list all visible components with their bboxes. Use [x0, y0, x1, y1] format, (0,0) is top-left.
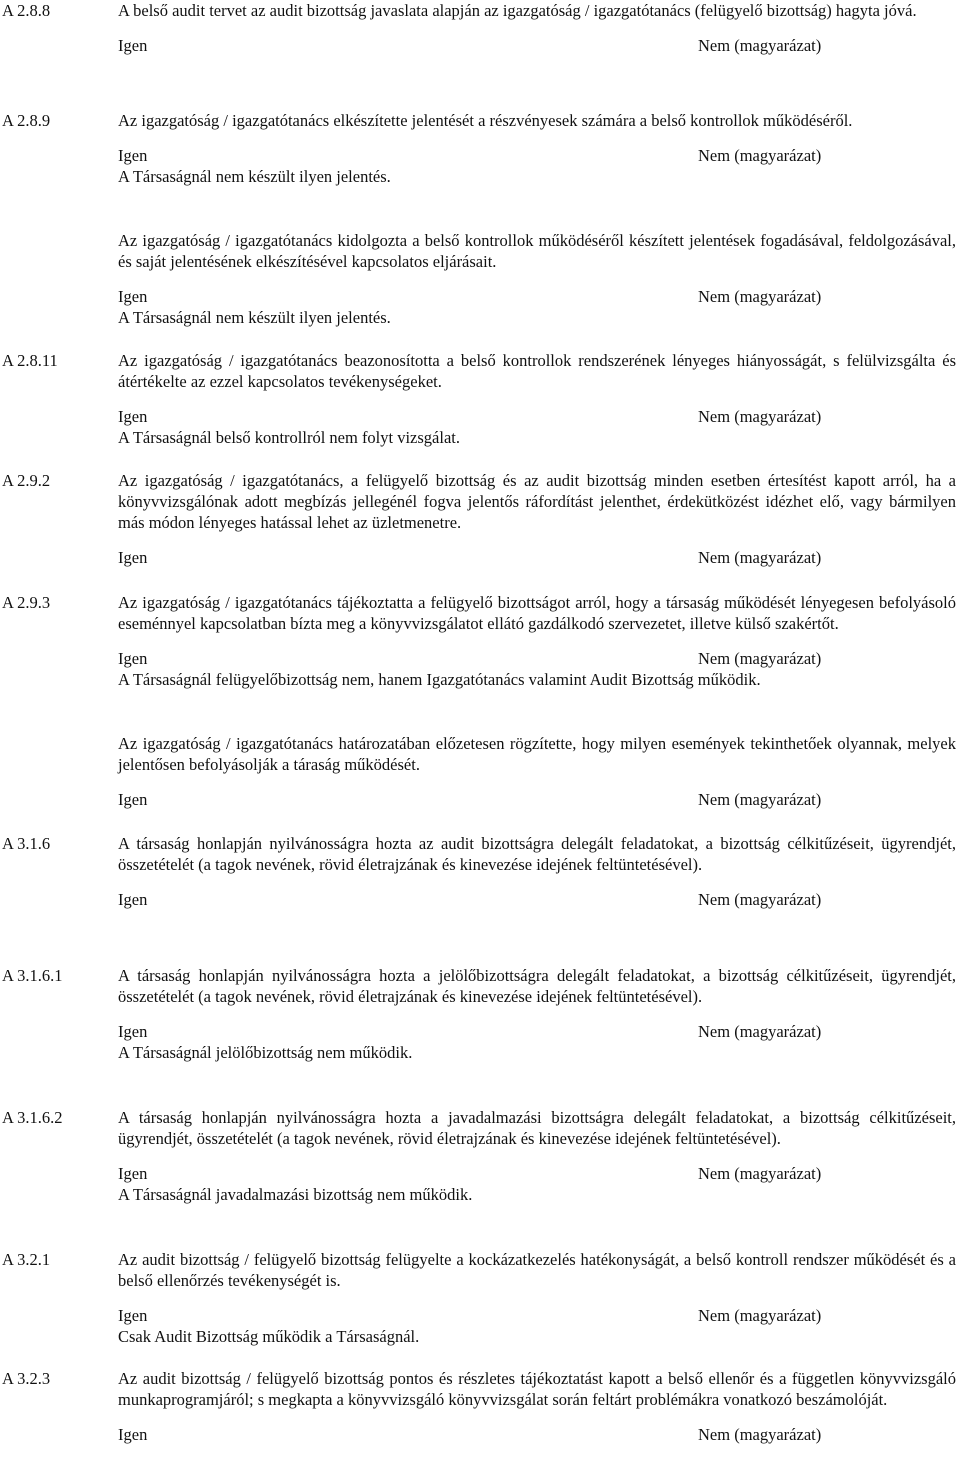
item-code: A 3.1.6.1 — [2, 966, 63, 985]
answer-yes: Igen — [118, 146, 148, 165]
answer-row — [118, 547, 956, 568]
answer-no: Nem (magyarázat) — [698, 890, 822, 909]
item-text: Az igazgatóság / igazgatótanács tájékoztatta a felügyelő bizottságot arról, hogy a társaság működését lényegesen befolyásoló eseménnyel kapcsolatban bízta meg a könyvvizsgálatot ellátó gazdálkodó szervezetet, illetve külső szakértőt. — [118, 593, 956, 633]
answer-yes: Igen — [118, 1164, 148, 1183]
item-code: A 2.8.11 — [2, 351, 58, 370]
item-note: A Társaságnál nem készült ilyen jelentés. — [118, 308, 391, 327]
answer-row — [118, 1163, 956, 1184]
item-text: Az igazgatóság / igazgatótanács kidolgozta a belső kontrollok működéséről készített jelentések fogadásával, feldolgozásával, és saját jelentésének elkészítésével kapcsolatos eljárásait. — [118, 231, 956, 271]
answer-yes: Igen — [118, 407, 148, 426]
item-code: A 3.1.6 — [2, 834, 51, 853]
answer-row — [118, 648, 956, 669]
item-code: A 2.9.3 — [2, 593, 51, 612]
answer-no: Nem (magyarázat) — [698, 287, 822, 306]
item-text: Az audit bizottság / felügyelő bizottság pontos és részletes tájékoztatást kapott a belső ellenőr és a független könyvvizsgáló munkaprogramjáról; s megkapta a könyvvizsgáló könyvvizsgálat során feltárt problémákra vonatkozó beszámolóját. — [118, 1369, 956, 1409]
item-note: A Társaságnál belső kontrollról nem folyt vizsgálat. — [118, 428, 460, 447]
item-text: A társaság honlapján nyilvánosságra hozta a jelölőbizottságra delegált feladatokat, a bizottság célkitűzéseit, ügyrendjét, összetételét (a tagok nevének, rövid életrajzának és kinevezése idejének feltüntetésével). — [118, 966, 956, 1006]
item-a-2-8-8 — [0, 0, 960, 56]
answer-yes: Igen — [118, 890, 148, 909]
item-code: A 3.1.6.2 — [2, 1108, 63, 1127]
item-text: A belső audit tervet az audit bizottság javaslata alapján az igazgatóság / igazgatótanács (felügyelő bizottság) hagyta jóvá. — [118, 1, 917, 20]
item-text: Az igazgatóság / igazgatótanács, a felügyelő bizottság és az audit bizottság minden esetben értesítést kapott arról, ha a könyvvizsgálónak adott megbízás jellegénél fogva jelentős ráfordítást jelenthet, érdekütközést idézhet elő, vagy bármilyen más módon lényeges hatással lehet az üzletmenetre. — [118, 471, 956, 532]
item-a-3-2-3 — [0, 1368, 960, 1445]
item-a-3-2-1 — [0, 1249, 960, 1347]
item-a-2-9-2 — [0, 470, 960, 568]
answer-no: Nem (magyarázat) — [698, 1306, 822, 1325]
item-a-3-1-6-2 — [0, 1107, 960, 1205]
item-code: A 3.2.1 — [2, 1250, 51, 1269]
item-code: A 2.9.2 — [2, 471, 51, 490]
item-text: Az igazgatóság / igazgatótanács elkészítette jelentését a részvényesek számára a belső kontrollok működéséről. — [118, 111, 853, 130]
item-code: A 3.2.3 — [2, 1369, 51, 1388]
item-note: Csak Audit Bizottság működik a Társaságnál. — [118, 1327, 420, 1346]
answer-no: Nem (magyarázat) — [698, 407, 822, 426]
answer-row — [118, 789, 956, 810]
answer-row — [118, 1424, 956, 1445]
answer-yes: Igen — [118, 790, 148, 809]
answer-no: Nem (magyarázat) — [698, 548, 822, 567]
answer-yes: Igen — [118, 548, 148, 567]
answer-row — [118, 35, 956, 56]
item-a-2-8-9 — [0, 110, 960, 187]
item-note: A Társaságnál jelölőbizottság nem működik. — [118, 1043, 413, 1062]
answer-row — [118, 889, 956, 910]
item-unnumbered-1 — [0, 230, 960, 328]
answer-no: Nem (magyarázat) — [698, 1022, 822, 1041]
answer-yes: Igen — [118, 1022, 148, 1041]
item-a-3-1-6 — [0, 833, 960, 910]
answer-row — [118, 406, 956, 427]
item-text: Az igazgatóság / igazgatótanács határozatában előzetesen rögzítette, hogy milyen események tekinthetőek olyannak, melyek jelentősen befolyásolják a táraság működését. — [118, 734, 956, 774]
answer-no: Nem (magyarázat) — [698, 790, 822, 809]
answer-no: Nem (magyarázat) — [698, 36, 822, 55]
item-code: A 2.8.8 — [2, 1, 51, 20]
item-note: A Társaságnál felügyelőbizottság nem, hanem Igazgatótanács valamint Audit Bizottság működik. — [118, 670, 761, 689]
answer-no: Nem (magyarázat) — [698, 146, 822, 165]
item-note: A Társaságnál nem készült ilyen jelentés. — [118, 167, 391, 186]
answer-yes: Igen — [118, 1306, 148, 1325]
answer-yes: Igen — [118, 649, 148, 668]
answer-row — [118, 1021, 956, 1042]
answer-yes: Igen — [118, 1425, 148, 1444]
item-text: A társaság honlapján nyilvánosságra hozta a javadalmazási bizottságra delegált feladatokat, a bizottság célkitűzéseit, ügyrendjét, összetételét (a tagok nevének, rövid életrajzának és kinevezése idejének feltüntetésével). — [118, 1108, 956, 1148]
item-a-2-9-3 — [0, 592, 960, 690]
answer-row — [118, 286, 956, 307]
item-code: A 2.8.9 — [2, 111, 51, 130]
answer-no: Nem (magyarázat) — [698, 649, 822, 668]
item-text: A társaság honlapján nyilvánosságra hozta az audit bizottságra delegált feladatokat, a bizottság célkitűzéseit, ügyrendjét, összetételét (a tagok nevének, rövid életrajzának és kinevezése idejének feltüntetésével). — [118, 834, 956, 874]
answer-row — [118, 145, 956, 166]
item-a-2-8-11 — [0, 350, 960, 448]
item-text: Az igazgatóság / igazgatótanács beazonosította a belső kontrollok rendszerének lényeges hiányosságát, s felülvizsgálta és átértékelte az ezzel kapcsolatos tevékenységeket. — [118, 351, 956, 391]
answer-yes: Igen — [118, 36, 148, 55]
item-a-3-1-6-1 — [0, 965, 960, 1063]
answer-no: Nem (magyarázat) — [698, 1425, 822, 1444]
item-text: Az audit bizottság / felügyelő bizottság felügyelte a kockázatkezelés hatékonyságát, a belső kontroll rendszer működését és a belső ellenőrzés tevékenységét is. — [118, 1250, 956, 1290]
item-note: A Társaságnál javadalmazási bizottság nem működik. — [118, 1185, 473, 1204]
answer-no: Nem (magyarázat) — [698, 1164, 822, 1183]
answer-row — [118, 1305, 956, 1326]
item-unnumbered-2 — [0, 733, 960, 810]
answer-yes: Igen — [118, 287, 148, 306]
